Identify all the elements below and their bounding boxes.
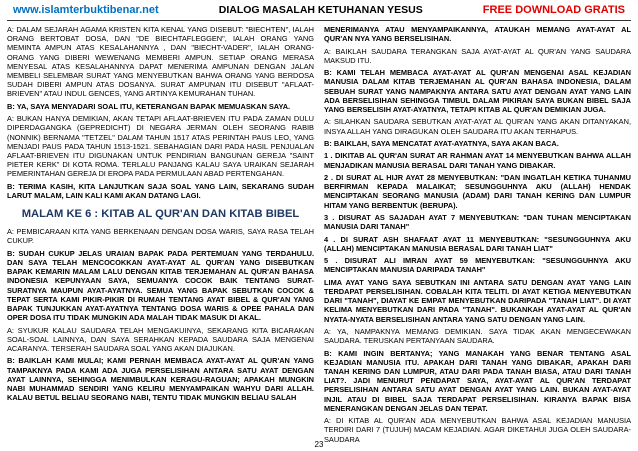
- list-item: 1 . DIKITAB AL QUR'AN SURAT AR RAHMAN AYAT 14 MENYEBUTKAN BAHWA ALLAH MENJADIKAN MANUSIA BERASAL DARI TANAH YANG DIBAKAR.: [324, 151, 631, 170]
- paragraph: A: YA, NAMPAKNYA MEMANG DEMIKIAN. SAYA TIDAK AKAN MENGECEWAKAN SAUDARA. TERUSKAN PERTANYAAN SAUDARA.: [324, 326, 631, 346]
- left-column: [7, 25, 314, 445]
- paragraph: A: PEMBICARAAN KITA YANG BERKENAAN DENGAN DOSA WARIS, SAYA RASA TELAH CUKUP.: [7, 227, 314, 246]
- right-column: [324, 25, 631, 445]
- paragraph: MENERIMANYA ATAU MENYAMPAIKANNYA, ATAUKAH MEMANG AYAT-AYAT AL QUR'AN NYA YANG BERSELISIHAN.: [324, 25, 631, 44]
- paragraph: A: DI KITAB AL QUR'AN ADA MENYEBUTKAN BAHWA ASAL KEJADIAN MANUSIA TERDIRI DARI 7 (TUJUH) MACAM KEJADIAN. AGAR DIKETAHUI JUGA OLEH SAUDARA-SAUDARA: [324, 416, 631, 444]
- list-item: 4 . DI SURAT ASH SHAFAAT AYAT 11 MENYEBUTKAN: "SESUNGGUHNYA AKU (ALLAH) MENCIPTAKAN MANUSIA BERASAL DARI TANAH LIAT": [324, 234, 631, 253]
- paragraph: LIMA AYAT YANG SAYA SEBUTKAN INI ANTARA SATU DENGAN AYAT YANG LAIN TERDAPAT PERSELISIHAN. COBALAH KITA TELITI. DI AYAT KETIGA MENYEBUTKAN DARI "TANAH", DIAYAT KE EMPAT MENYEBUTKAN DARIPADA "TANAH LIAT". DI AYAT KELIMA MENYEBUTKAN DARI PADA "TANAH". BUKANKAH AYAT-AYAT AL QUR'AN NYATA-NYATA BERSELISIHAN ANTARA YANG SATU DENGAN YANG LAIN.: [324, 277, 631, 324]
- list-item: 2 . DI SURAT AL HIJR AYAT 28 MENYEBUTKAN: "DAN INGATLAH KETIKA TUHANMU BERFIRMAN KEPADA MALAIKAT; SESUNGGUHNYA AKU (ALLAH) HENDAK MENCIPTAKAN SEORANG MANUSIA (ADAM) DARI TANAH KERING DAN LUMPUR HITAM YANG BERBENTUK (BERUPA).: [324, 172, 631, 210]
- paragraph: B: SUDAH CUKUP JELAS URAIAN BAPAK PADA PERTEMUAN YANG TERDAHULU. DAN SAYA TELAH MENCOCOKKAN AYAT-AYAT AL QUR'AN YANG DISEBUTKAN BAPAK KEMARIN MALAM LALU DENGAN KITAB TERJEMAHAN AL QUR'AN BAHASA INDONESIA KEPUNYAAN SAYA, SEMUANYA COCOK BAIK TENTANG SURAT-SURATNYA MAUPUN AYAT-AYATNYA. SEMUA YANG BAPAK SEBUTKAN COCOK & TEPAT SERTA KAMI PIKIR-PIKIR DI RUMAH TENTANG AYAT BIBEL & QUR'AN YANG BAPAK TUNJUKKAN AYAT-AYATNYA TENTANG DOSA WARIS & OPEE PAHALA DAN OPER DOSA ITU TIDAK MUNGKIN ADA MALAH TIDAK MASUK DI AKAL.: [7, 248, 314, 323]
- free-download-label: FREE DOWNLOAD GRATIS: [482, 4, 625, 16]
- page-header: [7, 4, 631, 21]
- list-item: 3 . DISURAT AS SAJADAH AYAT 7 MENYEBUTKAN: "DAN TUHAN MENCIPTAKAN MANUSIA DARI TANAH": [324, 212, 631, 232]
- page-number: 23: [314, 440, 324, 449]
- text-columns: [7, 25, 631, 445]
- paragraph: B: YA, SAYA MENYADARI SOAL ITU, KETERANGAN BAPAK MEMUASKAN SAYA.: [7, 101, 291, 111]
- paragraph: A: SYUKUR KALAU SAUDARA TELAH MENGAKUINYA, SEKARANG KITA BICARAKAN SOAL-SOAL LAINNYA, DAN SAYA SERAHKAN KEPADA SAUDARA SAJA MENGENAI ACARANYA. TERSERAH SAUDARA SOAL YANG AKAN DIAJUKAN.: [7, 325, 314, 354]
- paragraph: A: SILAHKAN SAUDARA SEBUTKAN AYAT-AYAT AL QUR'AN YANG AKAN DITANYAKAN, INSYA ALLAH YANG DIRAGUKAN OLEH SAUDARA ITU AKAN TERHAPUS.: [324, 117, 631, 136]
- website-link[interactable]: www.islamterbuktibenar.net: [13, 4, 159, 16]
- paragraph: B: TERIMA KASIH, KITA LANJUTKAN SAJA SOAL YANG LAIN, SEKARANG SUDAH LARUT MALAM, LAIN KALI KAMI AKAN DATANG LAGI.: [7, 181, 314, 201]
- paragraph: B: KAMI TELAH MEMBACA AYAT-AYAT AL QUR'AN MENGENAI ASAL KEJADIAN MANUSIA DALAM KITAB TERJEMAHAN AL QUR'AN BAHASA INDONESIA, DALAM SEBUAH SURAT YANG NAMPAKNYA ANTARA SATU AYAT DENGAN AYAT YANG LAIN ADA BERSELISIHAN SEHINGGA TIMBUL DALAM PIKIRAN SAYA BUKAN BIBEL SAJA YANG BERSELISIH AYAT-AYATNYA, TETAPI KITAB AL QUR'AN DEMIKIAN JUGA.: [324, 68, 631, 114]
- list-item: 5 . DISURAT ALI IMRAN AYAT 59 MENYEBUTKAN: "SESUNGGUHNYA AKU MENCIPTAKAN MANUSIA DARIPADA TANAH": [324, 256, 631, 275]
- paragraph: B: BAIKLAH, SAYA MENCATAT AYAT-AYATNYA, SAYA AKAN BACA.: [324, 138, 559, 148]
- paragraph: A: DALAM SEJARAH AGAMA KRISTEN KITA KENAL YANG DISEBUT: "BIECHTEN", IALAH ORANG BERTOBAT DOSA, DAN "DE BIECHTAFLЕGGEN", IALAH ORANG YANG MEMINTA AMPUN ATAS KESALAHANNYA , DAN "BIECHT-VADER", IALAH ORANG-ORANG YANG DIBERI WEWENANG MEMBERI AMPUN. SETIAP ORANG MERASA MENYESAL ATAS KESALAHANNYA DAPAT MENERIMA AMPUNAN DENGAN JALAN MEMBELI SELEMBAR SURAT YANG MENYEBUTKAN BAHWA ORANG YANG BERDOSA SUDAH DIBERI AMPUN ATAS DOSANYA. SURAT AMPUNAN ITU DISEBUT "AFLAAT-BRIEVEN" ATAU INDUL GENCES, YANG ARTINYA KEMURAHAN TUHAN.: [7, 25, 314, 99]
- header-title: DIALOG MASALAH KETUHANAN YESUS: [218, 4, 423, 16]
- paragraph: A: BAIKLAH SAUDARA TERANGKAN SAJA AYAT-AYAT AL QUR'AN YANG SAUDARA MAKSUD ITU.: [324, 46, 631, 65]
- chapter-heading: MALAM KE 6 : KITAB AL QUR'AN DAN KITAB BIBEL: [21, 208, 300, 221]
- paragraph: B: BAIKLAH KAMI MULAI; KAMI PERNAH MEMBACA AYAT-AYAT AL QUR'AN YANG TAMPAKNYA PADA KAMI ADA JUGA PERSELISIHAN ANTARA SATU AYAT DENGAN AYAT LAINNYA, SEHINGGA MENIMBULKAN KERAGU-RAGUAN; APAKAH MUNGKIN NABI MUHAMMAD SENDIRI YANG KELIRU MENYAMPAIKAN WAHYU DARI ALLAH. KALAU BETUL BELIAU SEORANG NABI, TENTU TIDAK MUNGKIN BELIAU SALAH: [7, 356, 314, 403]
- paragraph: B: KAMI INGIN BERTANYA; YANG MANAKAH YANG BENAR TENTANG ASAL KEJADIAN MANUSIA ITU. APAKAH DARI TANAH YANG DIBAKAR, APAKAH DARI TANAH KERING DAN LUMPUR, ATAU DARI PADA TANAH BIASA, ATAU DARI TANAH LIAT?. JADI MENURUT PENDAPAT SAYA, AYAT-AYAT AL QUR'AN TERDAPAT PERSELISIHAN ANTARA SATU AYAT DENGAN AYAT YANG LAIN. BUKAN AYAT-AYAT INJIL ATAU DI BIBEL SAJA TERDAPAT PERSELISIHAN. KIRANYA BAPAK BISA MENERANGKAN DENGAN JELAS DAN TEPAT.: [324, 348, 631, 413]
- paragraph: A: BUKAN HANYA DEMIKIAN, AKAN TETAPI AFLAAT-BRIEVEN ITU PADA ZAMAN DULU DIPERDAGANGKA (GEPREDICHT) DI NEGARA JERMAN OLEH SEORANG RABIB (NONNIK) BERNAMA "TETZEL" DALAM TAHUN 1517 ATAS PERINTAH PAUS LEO, YANG MENJADI PAUS PADA TAHUN 1513-1521. SEBAHAGIAN DARI PADA HASIL PENJUALAN AFLAAT-BRIEVEN ITU DIGUNAKAN UNTUK PENDIRIAN BANGUNAN GEREJA "SAINT PIETER KERK" DI KOTA ROMA. TERLALU PANJANG KALAU SAYA URAIKAN SEJARAH PEMERINTAHAN GEREJA DI EROPA PADA PERMULAAN ABAD PERTENGAHAN.: [7, 114, 314, 179]
